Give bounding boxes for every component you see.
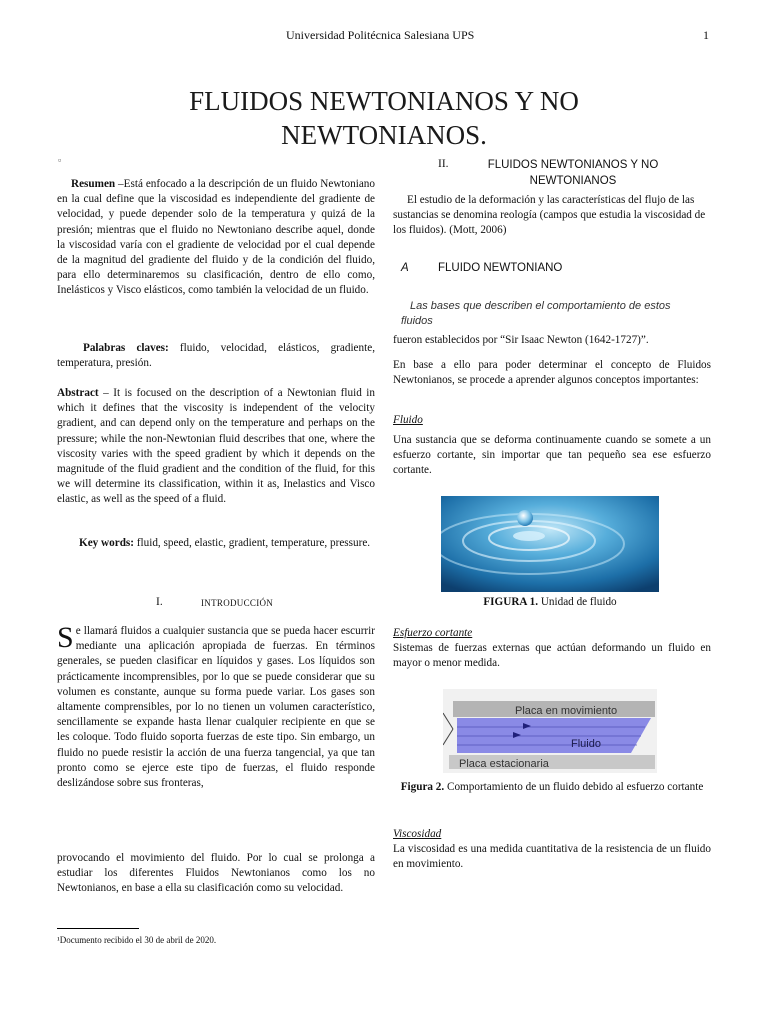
bullet-marker: ▫ [58, 155, 62, 165]
keywords-label: Key words: [79, 537, 134, 549]
figure1-caption [441, 595, 659, 610]
abstract-paragraph [57, 386, 375, 508]
subsection-a-heading: FLUIDO NEWTONIANO [438, 262, 563, 274]
fluido-heading: Fluido [393, 414, 423, 426]
intro-text: e llamará fluidos a cualquier sustancia que se pueda hacer escurrir mediante una aplicación apropiada de fuerzas. En términos generales, se pueden clasificar en líquidos y gases. Los líquidos son prácticamente incomprensibles, por lo que se puede considerar que su volumen es constante, aunque su forma puede variar. Los gases son altamente comprensibles, por lo no tienen un volumen característico, sencillamente se expande hasta llenar cualquier recipiente en que se les coloque. Todo fluido soporta fuerzas de este tipo. Sin embargo, un fluido no puede resistir la acción de una fuerza tangencial, ya que tan pronto como se ejerce este tipo de fuerzas, el fluido responde deslizándose sobre sus fronteras, [57, 625, 375, 790]
viscosidad-heading: Viscosidad [393, 828, 442, 840]
bases-heading-line-1: Las bases que describen el comportamiento de estos [410, 300, 671, 312]
keywords-paragraph [57, 536, 375, 551]
section2-number: II. [438, 158, 449, 170]
keywords-text: fluid, speed, elastic, gradient, temperature, pressure. [134, 537, 371, 549]
resumen-text: –Está enfocado a la descripción de un fluido Newtoniano en la cual define que la viscosidad es independiente del gradiente de velocidad, y puede depender solo de la temperatura y quizá de la presión; mientras que el fluido no Newtoniano describe aquel, donde la viscosidad varía con el gradiente de velocidad por el cual depende de la magnitud del gradiente del fluido y de la condición del fluido, para ello determinaremos su clasificación, dentro de ello como, Inelásticos y Visco elásticos, como también la velocidad de un fluido. [57, 178, 375, 297]
figure1-label: FIGURA 1. [483, 596, 539, 608]
stationary-plate-label: Placa estacionaria [459, 758, 549, 770]
subsection-a-letter: A [401, 262, 409, 274]
intro-dropcap: S [57, 621, 74, 654]
intro-paragraph [57, 621, 375, 791]
page-number: 1 [703, 28, 709, 42]
palabras-label: Palabras claves: [83, 342, 169, 354]
abstract-text: – It is focused on the description of a Newtonian fluid in which it defines that the viscosity is independent of the velocity gradient, and can depend only on the temperature and perhaps on the pressure; while the non-Newtonian fluid describes that one, where the viscosity varies with the speed gradient by which it depends on the magnitude of the fluid gradient and the condition of the fluid, for this we will determine its classification, within it as, Inelastics and Visco elastic, as well as the speed of a fluid. [57, 387, 375, 506]
esfuerzo-paragraph: Sistemas de fuerzas externas que actúan deformando un fluido en mayor o menor medida. [393, 642, 711, 670]
bases-heading [401, 299, 671, 329]
figure2-label: Figura 2. [400, 781, 445, 793]
palabras-text: fluido, velocidad, elásticos, gradiente, temperatura, presión. [57, 342, 375, 370]
paper-title [0, 84, 768, 152]
intro-number: I. [156, 596, 163, 608]
section2-heading-line-1: FLUIDOS NEWTONIANOS Y NO [487, 159, 659, 171]
moving-plate-label: Placa en movimiento [515, 705, 618, 717]
section2-heading [438, 157, 708, 189]
figure1-caption-text: Unidad de fluido [538, 596, 617, 608]
bases-heading-line-2: fluidos [401, 315, 433, 327]
intro-paragraph-continued: provocando el movimiento del fluido. Por lo cual se prolonga a estudiar los diferentes Fluidos Newtonianos como los no Newtonianos, en base a ella su clasificación como su velocidad. [57, 852, 375, 895]
running-header: Universidad Politécnica Salesiana UPS [286, 28, 475, 42]
figure2-caption [393, 780, 711, 795]
title-line-1: FLUIDOS NEWTONIANOS Y NO [189, 86, 579, 116]
resumen-paragraph [57, 177, 375, 299]
abstract-label: Abstract [57, 387, 99, 399]
bases-text: fueron establecidos por “Sir Isaac Newton (1642-1727)”. [393, 334, 649, 346]
viscosidad-paragraph: La viscosidad es una medida cuantitativa de la resistencia de un fluido en movimiento. [393, 843, 711, 871]
shear-diagram [443, 689, 657, 773]
water-drop-image [441, 496, 659, 592]
section2-heading-line-2: NEWTONIANOS [529, 175, 617, 187]
palabras-paragraph [57, 341, 375, 371]
footnote: ¹Documento recibido el 30 de abril de 2020. [57, 935, 217, 945]
esfuerzo-heading: Esfuerzo cortante [393, 627, 473, 639]
base-paragraph: En base a ello para poder determinar el concepto de Fluidos Newtonianos, se procede a aprender algunos conceptos importantes: [393, 359, 711, 387]
section2-paragraph: El estudio de la deformación y las características del flujo de las sustancias se denomina reología (campos que estudia la viscosidad de los fluidos). (Mott, 2006) [393, 194, 706, 237]
resumen-label: Resumen [71, 178, 116, 190]
fluid-label: Fluido [571, 738, 601, 750]
intro-heading: INTRODUCCIÓN [201, 598, 274, 608]
title-line-2: NEWTONIANOS. [281, 120, 487, 150]
fluid-layer [457, 718, 651, 753]
footnote-rule [57, 928, 139, 929]
fluido-paragraph: Una sustancia que se deforma continuamente cuando se somete a un esfuerzo cortante, sin importar que tan pequeño sea ese esfuerzo cortante. [393, 434, 711, 477]
figure2-caption-text: Comportamiento de un fluido debido al esfuerzo cortante [444, 781, 704, 793]
